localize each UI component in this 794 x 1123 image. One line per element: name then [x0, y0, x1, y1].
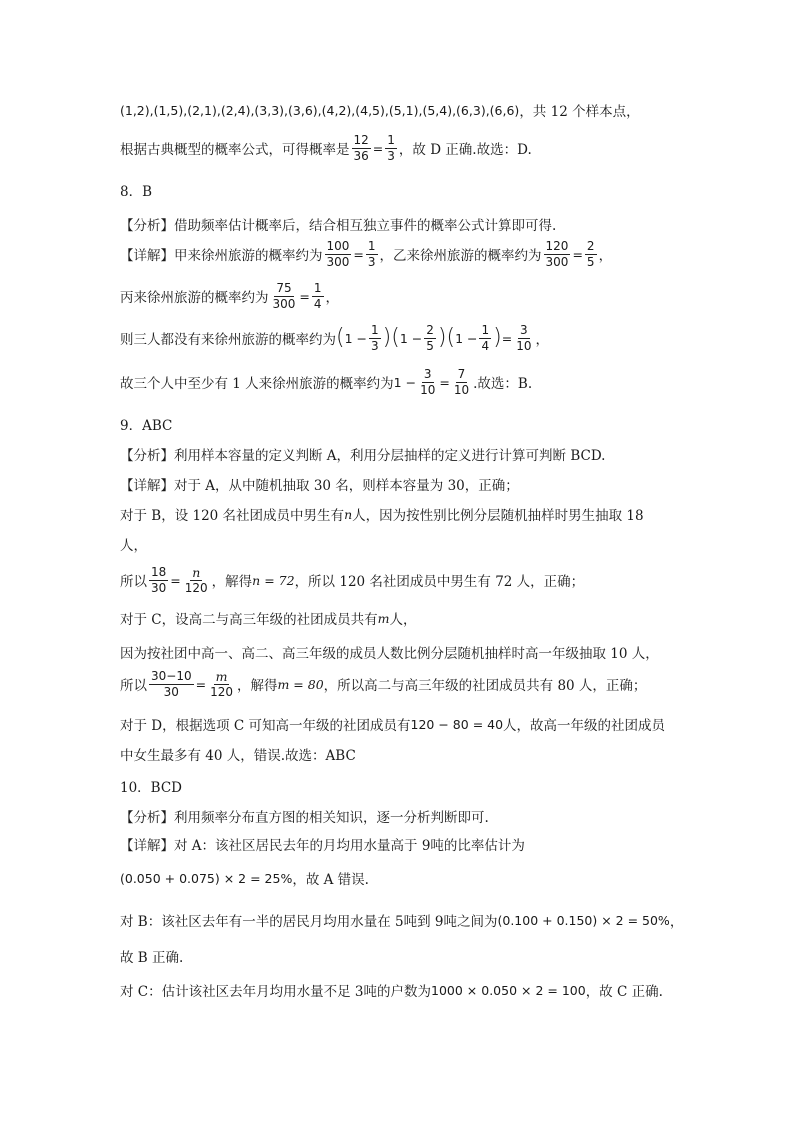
text: .故选：B. — [473, 376, 533, 393]
q9-detail-c-1 — [120, 608, 416, 628]
num: 12 — [353, 133, 369, 147]
fraction — [271, 282, 298, 310]
equals-sign: = — [170, 572, 181, 588]
math-expression: 120 − 80 = 40 — [410, 716, 504, 732]
den: 30 — [151, 580, 167, 595]
q7-sample-points-line — [120, 100, 640, 120]
text: 人，故高一年级的社团成员 — [503, 718, 666, 734]
den: 30 — [163, 684, 179, 699]
text: ， — [535, 332, 549, 349]
q8-answer: 8．B — [120, 184, 153, 200]
text: 甲来徐州旅游的概率约为 — [174, 248, 323, 265]
den: 5 — [426, 338, 434, 353]
text: 因为按社团中高一、高二、高三年级的成员人数比例分层随机抽样时高一年级抽取 10 人， — [120, 646, 659, 662]
q9-analysis: 利用样本容量的定义判断 A，利用分层抽样的定义进行计算可判断 BCD. — [174, 448, 606, 464]
den: 10 — [420, 382, 436, 397]
analysis-tag: 【分析】 — [120, 448, 174, 464]
equals-sign: = — [372, 140, 384, 156]
left-paren: ( — [336, 325, 345, 351]
q8-detail-line-4 — [120, 368, 532, 396]
q9-detail-b-3 — [120, 566, 584, 595]
fraction — [208, 670, 235, 699]
den: 120 — [184, 581, 208, 596]
text: 则三人都没有来徐州旅游的概率约为 — [120, 332, 336, 349]
q8-analysis: 借助频率估计概率后，结合相互独立事件的概率公式计算即可得. — [174, 218, 557, 234]
q10-detail-b-2 — [120, 946, 183, 966]
fraction — [366, 240, 378, 268]
fraction — [149, 566, 168, 594]
q9-detail-b-1 — [120, 504, 644, 524]
fraction — [183, 566, 210, 595]
num: n — [192, 565, 201, 580]
solution-m: m = 80 — [277, 676, 324, 692]
one-minus: 1 − — [399, 330, 423, 346]
q7-points: (1,2),(1,5),(2,1),(2,4),(3,3),(3,6),(4,2),(4,5),(5,1),(5,4),(6,3),(6,6) — [120, 102, 520, 118]
num: 1 — [313, 281, 322, 295]
den: 120 — [210, 685, 233, 700]
num: 7 — [457, 367, 466, 381]
text: 丙来徐州旅游的概率约为 — [120, 290, 269, 307]
equals-sign: = — [195, 676, 207, 692]
right-paren: ) — [437, 325, 447, 351]
q7-fraction-1 — [352, 134, 371, 162]
q10-detail-a-1 — [120, 834, 525, 854]
q9-analysis-line — [120, 444, 605, 464]
den: 10 — [453, 382, 470, 397]
left-paren: ( — [391, 325, 400, 351]
num: 120 — [545, 239, 569, 253]
q10-number — [120, 776, 182, 796]
q7-conclusion-text: 根据古典概型的概率公式，可得概率是 — [120, 142, 350, 159]
text: 所以 — [120, 678, 147, 695]
den: 300 — [326, 254, 350, 269]
num: 1 — [387, 133, 395, 147]
q7-points-tail: ，共 12 个样本点， — [519, 104, 640, 120]
q7-conclusion-line — [120, 134, 532, 162]
q9-detail-d-2 — [120, 744, 356, 764]
num: 3 — [520, 323, 528, 337]
text: ，解得 — [236, 678, 278, 695]
text: ，所以高二与高三年级的社团成员共有 80 人，正确； — [323, 678, 647, 695]
num: 1 — [481, 323, 490, 337]
detail-tag: 【详解】 — [120, 838, 174, 854]
den: 5 — [586, 254, 595, 269]
solution-n: n = 72 — [252, 572, 295, 588]
text: 对于 C，设高二与高三年级的社团成员共有 — [120, 612, 378, 628]
q8-detail-line-3 — [120, 324, 549, 352]
q10-detail-a-2 — [120, 868, 369, 888]
fraction — [585, 240, 597, 268]
q9-detail-a — [120, 474, 519, 494]
equals-sign: = — [439, 374, 450, 390]
fraction — [418, 368, 437, 396]
den: 36 — [353, 148, 369, 163]
num: 1 — [371, 323, 379, 337]
q10-answer: 10．BCD — [120, 780, 183, 796]
text: 人， — [120, 538, 147, 554]
text: 故 B 正确. — [120, 950, 184, 966]
num: 30−10 — [151, 669, 192, 684]
num: 75 — [276, 281, 292, 295]
q9-detail-d-1 — [120, 714, 665, 734]
variable-n: n — [344, 506, 353, 522]
one-minus: 1 − — [344, 330, 367, 346]
num: 2 — [426, 323, 434, 337]
den: 4 — [313, 296, 322, 311]
q10-detail-b-1 — [120, 910, 683, 930]
fraction — [312, 282, 324, 310]
text: ， — [598, 248, 613, 265]
q8-detail-line-2 — [120, 282, 339, 310]
q9-detail-b-2 — [120, 534, 147, 554]
fraction — [369, 324, 381, 352]
text: ， — [325, 290, 340, 307]
equals-sign: = — [299, 288, 310, 304]
q9-detail-c-3 — [120, 670, 646, 699]
num: 100 — [326, 239, 350, 253]
variable-m: m — [377, 610, 390, 626]
detail-tag: 【详解】 — [120, 478, 174, 494]
fraction — [452, 368, 471, 396]
fraction — [514, 324, 533, 352]
q9-number — [120, 414, 172, 434]
den: 3 — [367, 254, 376, 269]
fraction — [325, 240, 352, 268]
den: 3 — [387, 148, 395, 163]
q9-answer: 9．ABC — [120, 418, 173, 434]
one-minus: 1 − — [455, 330, 478, 346]
math-expression: (0.100 + 0.150) × 2 = 50% — [497, 912, 670, 928]
one-minus: 1 − — [393, 374, 417, 390]
text: 中女生最多有 40 人，错误.故选：ABC — [120, 748, 356, 764]
fraction — [424, 324, 436, 352]
text: 所以 — [120, 574, 147, 591]
math-expression: (0.050 + 0.075) × 2 = 25% — [120, 870, 293, 886]
q10-analysis: 利用频率分布直方图的相关知识，逐一分析判断即可. — [174, 810, 489, 826]
detail-tag: 【详解】 — [120, 248, 174, 265]
q10-analysis-line — [120, 806, 489, 826]
equals-sign: = — [572, 246, 583, 262]
equals-sign: = — [501, 330, 513, 346]
q7-fraction-2 — [385, 134, 397, 162]
text: 对 C：估计该社区去年月均用水量不足 3吨的户数为 — [120, 984, 432, 1000]
q8-detail-line-1 — [120, 240, 612, 268]
left-paren: ( — [446, 325, 456, 351]
text: ，所以 120 名社团成员中男生有 72 人，正确； — [294, 574, 585, 591]
analysis-tag: 【分析】 — [120, 810, 174, 826]
fraction — [544, 240, 571, 268]
text: ，乙来徐州旅游的概率约为 — [379, 248, 542, 265]
text: 人，因为按性别比例分层随机抽样时男生抽取 18 — [352, 508, 644, 524]
text: 故三个人中至少有 1 人来徐州旅游的概率约为 — [120, 376, 394, 393]
right-paren: ) — [493, 325, 502, 351]
num: 3 — [423, 367, 432, 381]
math-expression: 1000 × 0.050 × 2 = 100 — [431, 982, 586, 998]
q8-analysis-line — [120, 214, 556, 234]
den: 4 — [481, 338, 490, 353]
den: 10 — [516, 338, 532, 353]
den: 300 — [545, 254, 569, 269]
q10-detail-c — [120, 980, 663, 1000]
text: 对于 A，从中随机抽取 30 名，则样本容量为 30，正确； — [174, 478, 519, 494]
text: ， — [669, 914, 684, 930]
text: 对于 D，根据选项 C 可知高一年级的社团成员有 — [120, 718, 411, 734]
text: 人， — [389, 612, 417, 628]
den: 300 — [272, 296, 296, 311]
q8-number — [120, 180, 152, 200]
right-paren: ) — [382, 325, 392, 351]
num: 1 — [367, 239, 376, 253]
fraction — [479, 324, 491, 352]
equals-sign: = — [353, 246, 364, 262]
text: 对于 B，设 120 名社团成员中男生有 — [120, 508, 345, 524]
num: 2 — [586, 239, 595, 253]
text: 对 A：该社区居民去年的月均用水量高于 9吨的比率估计为 — [174, 838, 525, 854]
q9-detail-c-2 — [120, 642, 659, 662]
text: ，故 C 正确. — [585, 984, 663, 1000]
num: 18 — [151, 565, 167, 580]
q7-conclusion-post: ，故 D 正确.故选：D. — [398, 142, 532, 159]
text: 对 B：该社区去年有一半的居民月均用水量在 5吨到 9吨之间为 — [120, 914, 498, 930]
text: ，解得 — [211, 574, 253, 591]
num: m — [215, 669, 228, 684]
fraction — [149, 670, 194, 698]
text: ，故 A 错误. — [292, 872, 369, 888]
analysis-tag: 【分析】 — [120, 218, 174, 234]
den: 3 — [371, 338, 379, 353]
